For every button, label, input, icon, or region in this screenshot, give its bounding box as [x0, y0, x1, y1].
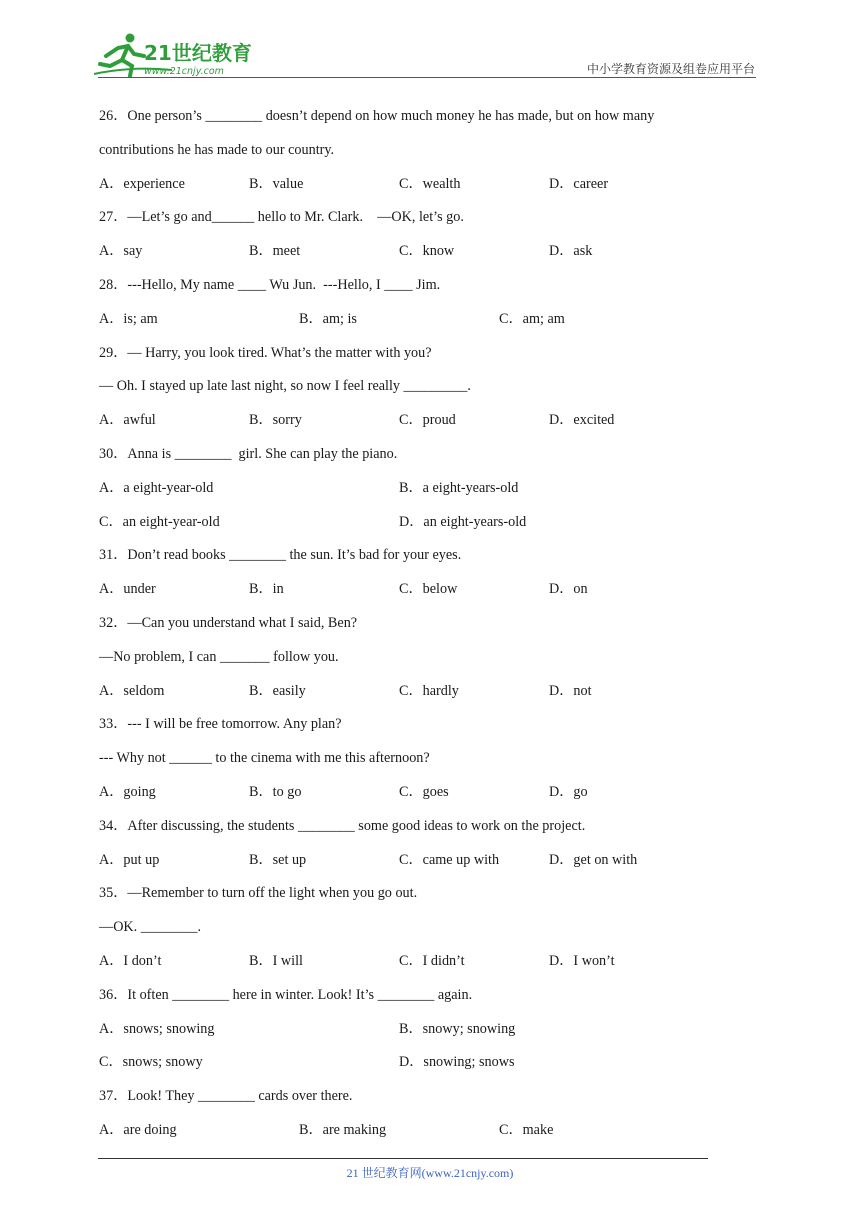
question-stem: 36．It often ________ here in winter. Look! It’s ________ again.	[99, 986, 473, 1003]
question-stem: 32．—Can you understand what I said, Ben?	[99, 614, 358, 631]
answer-option[interactable]: B．a eight-years-old	[399, 479, 519, 496]
question-item	[99, 439, 739, 540]
page-header	[0, 0, 860, 86]
question-item	[99, 101, 739, 202]
answer-option[interactable]: D．excited	[549, 412, 615, 429]
answer-option[interactable]: A．is; am	[99, 310, 158, 327]
answer-option[interactable]: C．know	[399, 243, 455, 260]
question-item	[99, 338, 739, 439]
answer-options	[99, 507, 739, 541]
answer-option[interactable]: C．snows; snowy	[99, 1054, 203, 1071]
answer-option[interactable]: C．below	[399, 581, 458, 598]
answer-option[interactable]: A．seldom	[99, 682, 165, 699]
answer-option[interactable]: A．say	[99, 243, 143, 260]
answer-option[interactable]: D．an eight-years-old	[399, 513, 527, 530]
answer-option[interactable]: B．meet	[249, 243, 301, 260]
answer-option[interactable]: B．in	[249, 581, 284, 598]
answer-option[interactable]: D．get on with	[549, 851, 638, 868]
question-stem: 31．Don’t read books ________ the sun. It’s bad for your eyes.	[99, 547, 462, 564]
answer-option[interactable]: D．not	[549, 682, 592, 699]
question-stem-continued: — Oh. I stayed up late last night, so now I feel really _________.	[99, 378, 471, 395]
answer-options	[99, 236, 739, 270]
question-item	[99, 202, 739, 270]
header-divider	[98, 77, 756, 78]
answer-option[interactable]: A．experience	[99, 175, 185, 192]
question-stem: 26．One person’s ________ doesn’t depend on how much money he has made, but on how many	[99, 108, 655, 124]
answer-options	[99, 946, 739, 980]
answer-option[interactable]: C．an eight-year-old	[99, 513, 220, 530]
answer-option[interactable]: D．on	[549, 581, 588, 598]
question-stem: 37．Look! They ________ cards over there.	[99, 1088, 353, 1105]
answer-options	[99, 473, 739, 507]
answer-option[interactable]: B．to go	[249, 783, 302, 800]
answer-option[interactable]: C．wealth	[399, 175, 461, 192]
answer-option[interactable]: B．value	[249, 175, 304, 192]
answer-option[interactable]: B．am; is	[299, 310, 357, 327]
question-item	[99, 1081, 739, 1149]
answer-option[interactable]: B．are making	[299, 1121, 387, 1138]
answer-option[interactable]: C．goes	[399, 783, 449, 800]
question-stem: 30．Anna is ________ girl. She can play the piano.	[99, 445, 398, 462]
question-stem-continued: --- Why not ______ to the cinema with me this afternoon?	[99, 750, 430, 767]
question-list	[99, 101, 739, 1149]
answer-options	[99, 777, 739, 811]
answer-option[interactable]: D．go	[549, 783, 588, 800]
answer-options	[99, 845, 739, 879]
answer-option[interactable]: C．hardly	[399, 682, 459, 699]
question-item	[99, 709, 739, 810]
question-stem: 34．After discussing, the students ________ some good ideas to work on the project.	[99, 817, 586, 834]
question-item	[99, 980, 739, 1081]
question-stem-continued: —No problem, I can _______ follow you.	[99, 648, 339, 665]
question-item	[99, 270, 739, 338]
answer-option[interactable]: A．a eight-year-old	[99, 479, 214, 496]
footer-divider	[98, 1158, 708, 1159]
answer-options	[99, 676, 739, 710]
answer-options	[99, 405, 739, 439]
answer-option[interactable]: C．came up with	[399, 851, 500, 868]
question-item	[99, 811, 739, 879]
answer-option[interactable]: A．are doing	[99, 1121, 177, 1138]
question-item	[99, 878, 739, 979]
question-stem-continued: —OK. ________.	[99, 919, 202, 936]
answer-option[interactable]: A．put up	[99, 851, 160, 868]
answer-option[interactable]: B．snowy; snowing	[399, 1020, 516, 1037]
answer-option[interactable]: C．I didn’t	[399, 952, 465, 969]
question-stem: 35．—Remember to turn off the light when you go out.	[99, 885, 418, 902]
answer-option[interactable]: A．awful	[99, 412, 156, 429]
answer-option[interactable]: D．snowing; snows	[399, 1054, 515, 1071]
answer-option[interactable]: C．am; am	[499, 310, 565, 327]
answer-option[interactable]: D．career	[549, 175, 609, 192]
question-stem: 27．—Let’s go and______ hello to Mr. Clark. —OK, let’s go.	[99, 209, 464, 226]
question-stem: 28．---Hello, My name ____ Wu Jun. ---Hello, I ____ Jim.	[99, 276, 441, 293]
question-item	[99, 608, 739, 709]
answer-option[interactable]: D．I won’t	[549, 952, 615, 969]
svg-text:21世纪教育: 21世纪教育	[144, 41, 252, 65]
question-stem: 29．— Harry, you look tired. What’s the matter with you?	[99, 344, 432, 361]
answer-options	[99, 1014, 739, 1048]
answer-option[interactable]: A．snows; snowing	[99, 1020, 215, 1037]
answer-option[interactable]: B．set up	[249, 851, 307, 868]
answer-option[interactable]: B．sorry	[249, 412, 302, 429]
header-platform-text: 中小学教育资源及组卷应用平台	[586, 62, 755, 76]
svg-text:www.21cnjy.com: www.21cnjy.com	[144, 66, 224, 77]
answer-options	[99, 304, 739, 338]
question-stem: 33．--- I will be free tomorrow. Any plan?	[99, 716, 342, 733]
question-item	[99, 540, 739, 608]
answer-option[interactable]: C．proud	[399, 412, 456, 429]
answer-options	[99, 1047, 739, 1081]
answer-option[interactable]: B．easily	[249, 682, 306, 699]
footer-text: 21 世纪教育网(www.21cnjy.com)	[346, 1166, 514, 1180]
answer-option[interactable]: A．going	[99, 783, 156, 800]
answer-options	[99, 574, 739, 608]
question-stem-continued: contributions he has made to our country.	[99, 141, 335, 158]
answer-option[interactable]: B．I will	[249, 952, 303, 969]
answer-options	[99, 169, 739, 203]
answer-option[interactable]: A．under	[99, 581, 156, 598]
logo	[92, 30, 262, 80]
answer-option[interactable]: D．ask	[549, 243, 593, 260]
answer-option[interactable]: A．I don’t	[99, 952, 162, 969]
answer-option[interactable]: C．make	[499, 1121, 554, 1138]
answer-options	[99, 1115, 739, 1149]
